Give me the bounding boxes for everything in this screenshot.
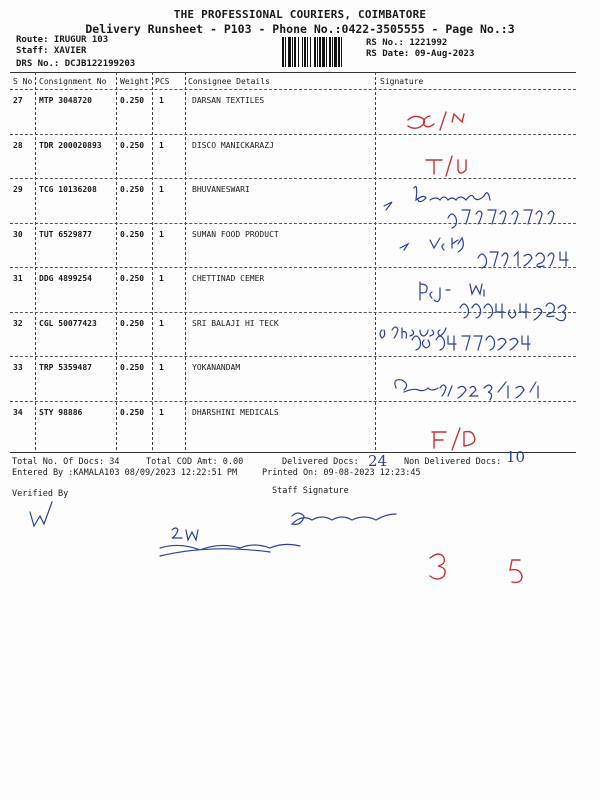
cell-consignee: YOKANANDAM bbox=[192, 363, 241, 372]
cell-pcs: 1 bbox=[159, 407, 164, 417]
phone-9994046293 bbox=[460, 303, 566, 321]
cell-sno: 32 bbox=[13, 318, 23, 328]
cell-consignee: BHUVANESWARI bbox=[192, 185, 250, 194]
total-docs: Total No. Of Docs: 34 bbox=[12, 457, 120, 467]
cell-pcs: 1 bbox=[159, 318, 164, 328]
cell-consignment: TUT 6529877 bbox=[39, 229, 92, 239]
cell-pcs: 1 bbox=[159, 274, 164, 283]
cell-weight: 0.250 bbox=[120, 140, 145, 150]
non-delivered-docs-label: Non Delivered Docs: bbox=[404, 457, 502, 467]
signature-bhuvaneshwari bbox=[384, 187, 490, 211]
cell-sno: 30 bbox=[13, 229, 23, 239]
signature-vicky bbox=[400, 238, 463, 252]
handwritten-date bbox=[395, 380, 538, 400]
cell-consignee: DARSAN TEXTILES bbox=[192, 96, 265, 105]
rs-date: RS Date: 09-Aug-2023 bbox=[366, 49, 475, 59]
signature-bhuvaneshwari-2 bbox=[380, 327, 446, 338]
cell-sno: 28 bbox=[13, 140, 23, 150]
handwritten-dc-mark bbox=[408, 112, 464, 130]
delivered-docs-label: Delivered Docs: bbox=[282, 457, 359, 467]
cell-pcs: 1 bbox=[159, 363, 164, 372]
staff-initials bbox=[172, 528, 198, 540]
column-header-signature: Signature bbox=[380, 77, 424, 86]
column-header-weight: Weight bbox=[120, 77, 149, 86]
phone-9894779924 bbox=[412, 336, 530, 350]
cell-weight: 0.250 bbox=[120, 274, 145, 283]
runsheet-subtitle: Delivery Runsheet - P103 - Phone No.:0422-3505555 - Page No.:3 bbox=[85, 22, 515, 36]
handwritten-three bbox=[430, 554, 445, 579]
company-title: THE PROFESSIONAL COURIERS, COIMBATORE bbox=[173, 8, 427, 21]
delivered-docs-value: 24 bbox=[368, 452, 388, 470]
handwritten-fd-mark bbox=[432, 428, 475, 450]
cell-consignee: CHETTINAD CEMER bbox=[192, 274, 265, 283]
staff-signature-1 bbox=[160, 544, 300, 556]
staff-label: Staff: XAVIER bbox=[16, 46, 87, 56]
cell-consignment: TDR 200020893 bbox=[39, 140, 102, 150]
cell-weight: 0.250 bbox=[120, 363, 145, 372]
verified-by-label: Verified By bbox=[12, 489, 69, 499]
entered-by: Entered By :KAMALA103 08/09/2023 12:22:51 PM bbox=[12, 468, 238, 478]
cell-pcs: 1 bbox=[159, 229, 164, 239]
signature-raj bbox=[420, 282, 484, 302]
cell-consignment: TCG 10136208 bbox=[39, 185, 97, 194]
cell-weight: 0.250 bbox=[120, 185, 145, 194]
non-delivered-docs-value: 10 bbox=[506, 448, 526, 466]
cell-consignment: DDG 4899254 bbox=[39, 274, 92, 283]
rs-number: RS No.: 1221992 bbox=[366, 38, 448, 48]
printed-on: Printed On: 09-08-2023 12:23:45 bbox=[262, 468, 421, 478]
cell-sno: 31 bbox=[13, 274, 23, 283]
cell-consignee: SRI BALAJI HI TECK bbox=[192, 318, 279, 328]
cell-consignment: MTP 3048720 bbox=[39, 96, 92, 105]
total-cod: Total COD Amt: 0.00 bbox=[146, 457, 244, 467]
column-header-consignee: Consignee Details bbox=[188, 77, 270, 86]
route-label: Route: IRUGUR 103 bbox=[16, 35, 109, 45]
handwritten-tu-mark bbox=[426, 156, 466, 176]
cell-weight: 0.250 bbox=[120, 318, 145, 328]
cell-sno: 29 bbox=[13, 185, 23, 194]
column-header-sno: S No bbox=[13, 77, 33, 86]
column-header-consignment: Consignment No bbox=[39, 77, 107, 86]
cell-sno: 27 bbox=[13, 96, 23, 105]
staff-signature-label: Staff Signature bbox=[272, 486, 349, 496]
cell-consignee: SUMAN FOOD PRODUCT bbox=[192, 229, 279, 239]
cell-pcs: 1 bbox=[159, 140, 164, 150]
cell-consignment: TRP 5359487 bbox=[39, 363, 92, 372]
cell-sno: 34 bbox=[13, 407, 23, 417]
cell-consignee: DISCO MANICKARAZJ bbox=[192, 140, 274, 150]
phone-9791897929 bbox=[448, 210, 554, 228]
cell-sno: 33 bbox=[13, 363, 23, 372]
cell-consignee: DHARSHINI MEDICALS bbox=[192, 407, 279, 417]
cell-pcs: 1 bbox=[159, 185, 164, 194]
staff-signature-2 bbox=[292, 513, 396, 524]
cell-weight: 0.250 bbox=[120, 96, 145, 105]
cell-weight: 0.250 bbox=[120, 229, 145, 239]
cell-pcs: 1 bbox=[159, 96, 164, 105]
verified-mark bbox=[30, 502, 52, 526]
cell-consignment: STY 98886 bbox=[39, 407, 83, 417]
phone-9791502984 bbox=[478, 252, 568, 268]
drs-number: DRS No.: DCJB122199203 bbox=[16, 59, 136, 69]
cell-weight: 0.250 bbox=[120, 407, 145, 417]
column-header-pcs: PCS bbox=[155, 77, 170, 86]
cell-consignment: CGL 50077423 bbox=[39, 318, 97, 328]
handwritten-five bbox=[510, 560, 522, 582]
